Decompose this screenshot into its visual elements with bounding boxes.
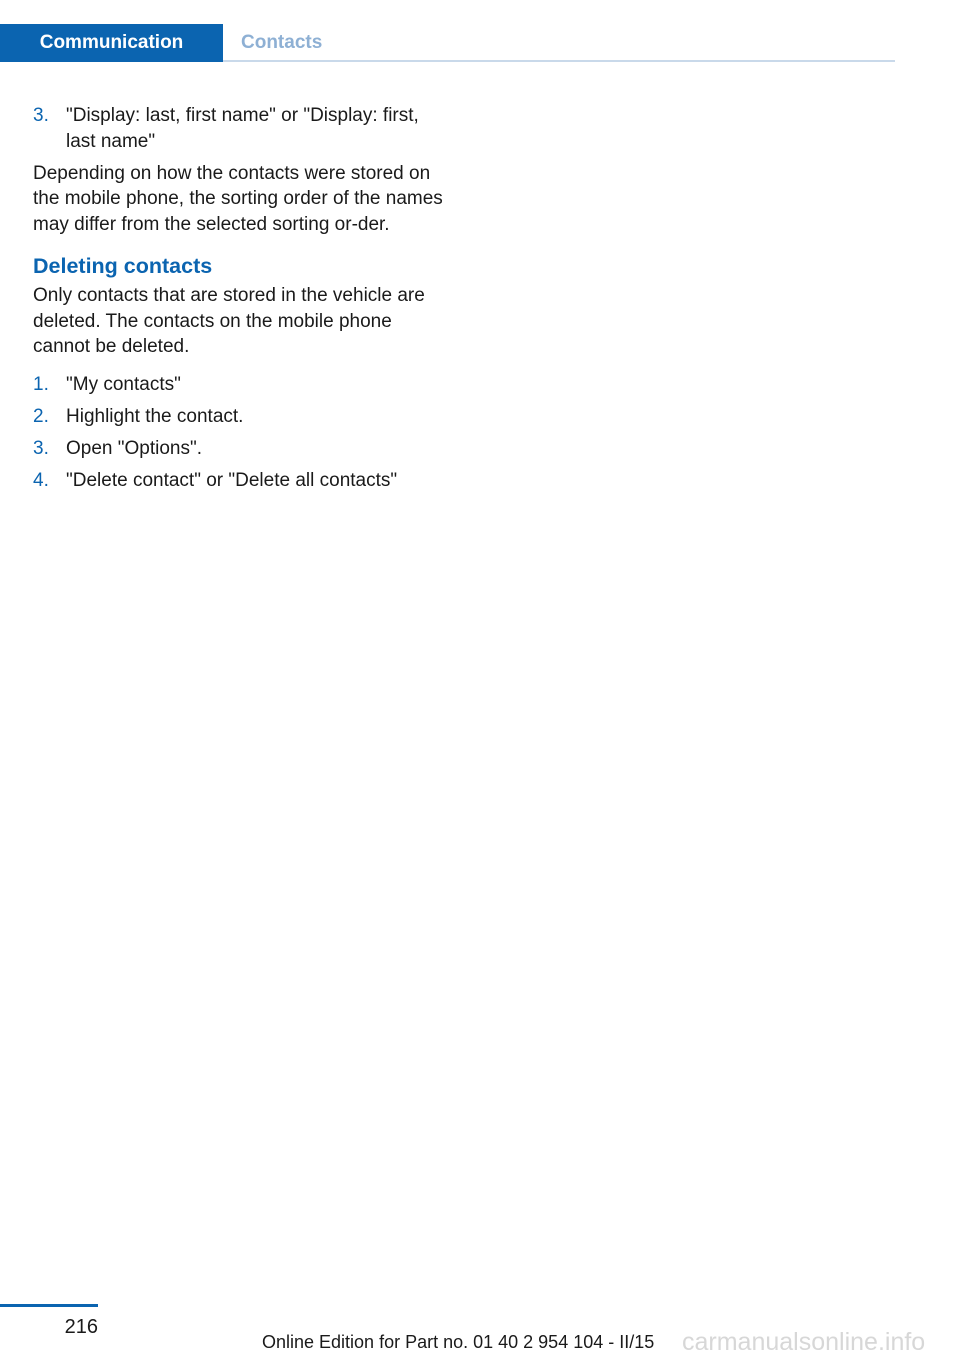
deleting-intro: Only contacts that are stored in the vehicle are deleted. The contacts on the mobile phone cannot be deleted.: [33, 285, 425, 357]
step-text: Highlight the contact.: [66, 405, 244, 427]
step-number: 3.: [33, 437, 49, 459]
page-content: [33, 103, 445, 500]
step-number: 1.: [33, 373, 49, 395]
list-item: [33, 436, 445, 462]
step-number: 2.: [33, 405, 49, 427]
page-header: [0, 24, 895, 62]
step-number: 4.: [33, 469, 49, 491]
list-item: [33, 404, 445, 430]
sorting-note: Depending on how the contacts were stored on the mobile phone, the sorting order of the names may differ from the selected sorting or-der.: [33, 162, 443, 235]
step-number: 3.: [33, 105, 49, 126]
footer-rule: [0, 1304, 98, 1307]
section-heading: Deleting contacts: [33, 254, 213, 278]
page-number: 216: [64, 1316, 98, 1338]
deleting-steps: [33, 372, 445, 494]
list-item: [33, 468, 445, 494]
step-text: "My contacts": [66, 373, 181, 395]
chapter-tab: Communication: [0, 24, 223, 62]
step-text: "Display: last, first name" or "Display: first, last name": [66, 105, 419, 152]
section-tab: Contacts: [241, 32, 323, 53]
step-text: "Delete contact" or "Delete all contacts": [66, 469, 398, 491]
sorting-steps: [33, 103, 445, 154]
list-item: [33, 103, 445, 154]
list-item: [33, 372, 445, 398]
edition-line: Online Edition for Part no. 01 40 2 954 104 - II/15: [262, 1332, 655, 1352]
watermark: carmanualsonline.info: [682, 1328, 926, 1356]
step-text: Open "Options".: [66, 437, 203, 459]
